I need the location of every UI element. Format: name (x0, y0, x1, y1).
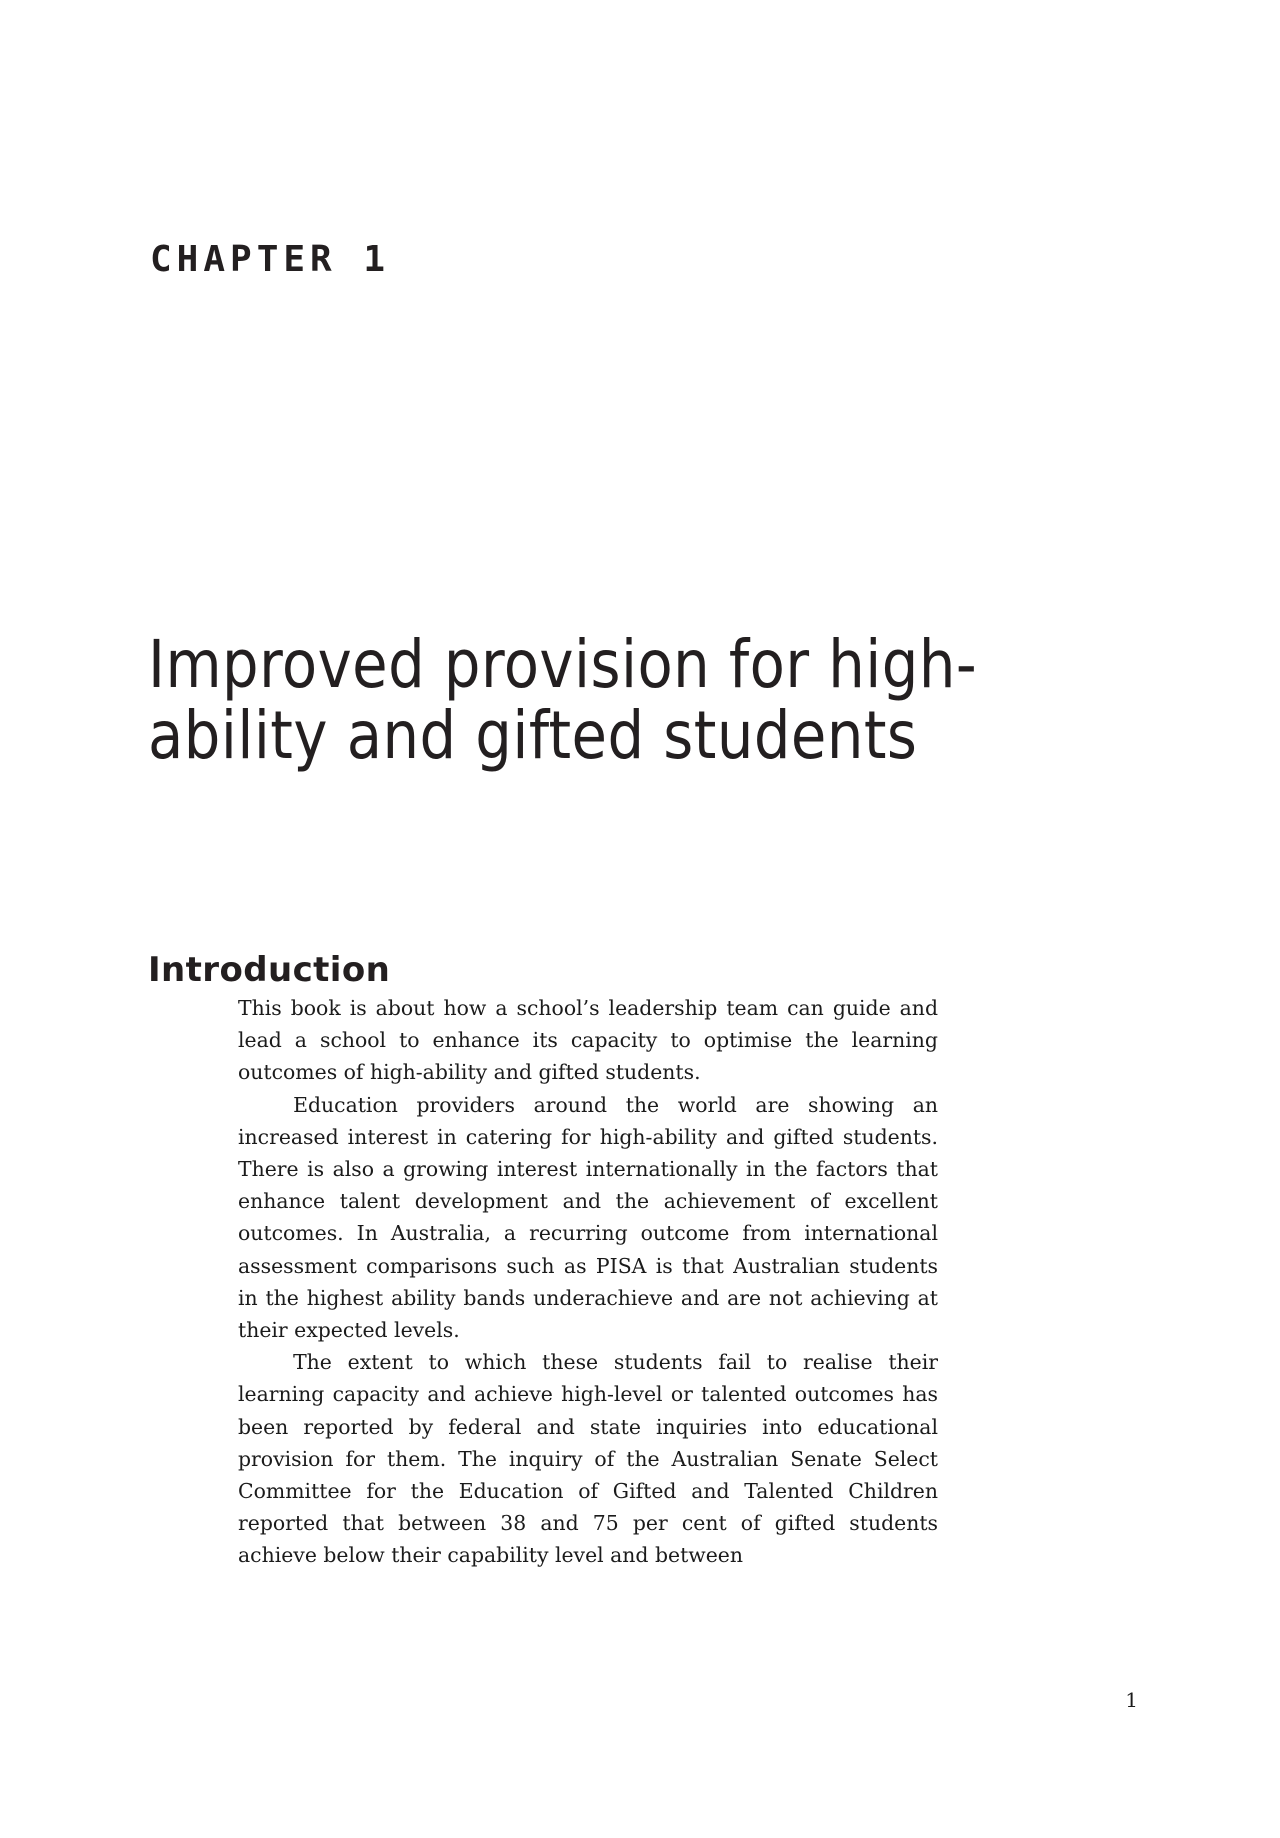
chapter-title-line-1: Improved provision for high- (148, 626, 978, 704)
chapter-title-line-2: ability and gifted students (148, 697, 918, 775)
page-number: 1 (1125, 1688, 1138, 1712)
paragraph-2: Education providers around the world are showing an increased interest in catering for high-ability and gifted students. There is also a growing interest internationally in the factors that enhance talent development and the achievement of excellent outcomes. In Australia, a recurring outcome from international assessment comparisons such as PISA is that Australian students in the highest ability bands underachieve and are not achieving at their expected levels. (238, 1092, 938, 1343)
chapter-title (148, 626, 1050, 775)
chapter-label: CHAPTER 1 (150, 239, 391, 280)
paragraph-1: This book is about how a school’s leadership team can guide and lead a school to enhance its capacity to optimise the learning outcomes of high-ability and gifted students. (238, 996, 938, 1085)
body-text (238, 992, 938, 1572)
paragraph-3: The extent to which these students fail to realise their learning capacity and achieve high-level or talented outcomes has been reported by federal and state inquiries into educational provision for them. The inquiry of the Australian Senate Select Committee for the Education of Gifted and Talented Children reported that between 38 and 75 per cent of gifted students achieve below their capability level and between (238, 1350, 938, 1568)
section-heading-introduction: Introduction (148, 950, 391, 991)
